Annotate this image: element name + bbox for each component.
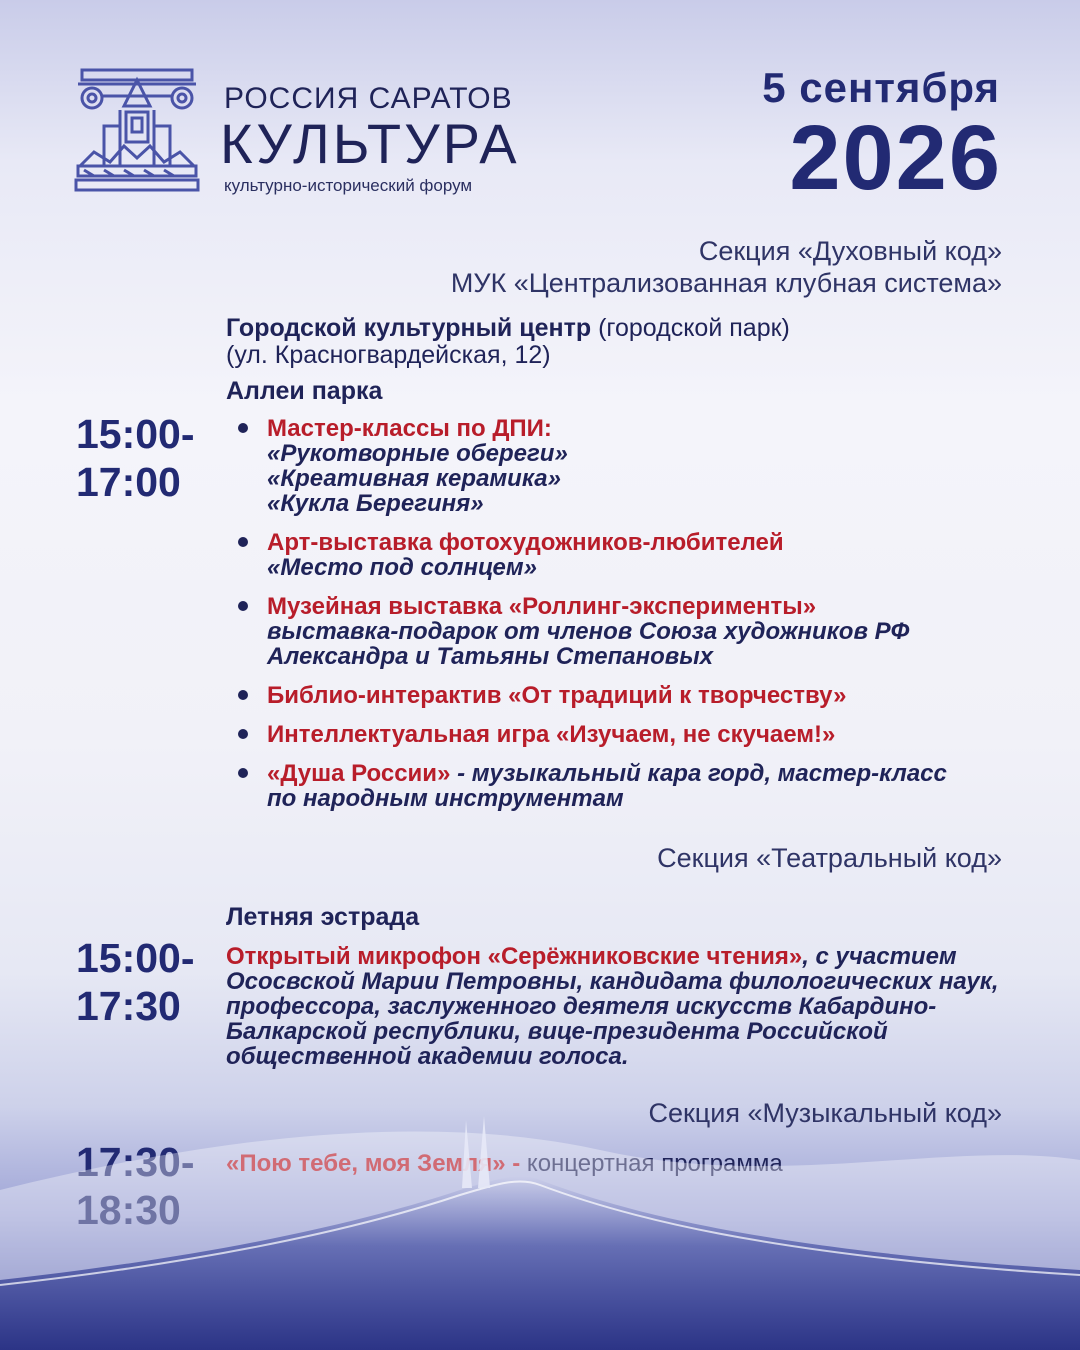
time-end-3: 18:30: [76, 1187, 181, 1233]
event-year: 2026: [789, 107, 1002, 209]
forum-logo-icon: [74, 66, 200, 194]
time-end-1: 17:00: [76, 459, 181, 505]
venue-line: [226, 314, 790, 342]
time-start-1: 15:00-: [76, 411, 195, 457]
bullet-icon: [238, 537, 248, 547]
list-item: [226, 761, 1016, 811]
event-title: Интеллектуальная игра «Изучаем, не скучаем!»: [267, 721, 836, 748]
event-list: [226, 416, 1016, 825]
open-mic-event: [226, 944, 1016, 1069]
venue-suffix: (городской парк): [591, 314, 790, 342]
bullet-icon: [238, 690, 248, 700]
event-detail: , с участием Ососвской Марии Петровны, кандидата филологических наук, профессора, заслуженного деятеля искусств Кабардино-Балкарской республики, вице-президента Российской общественной академии голоса.: [226, 943, 999, 1070]
landscape-monument-icon: [0, 1080, 1080, 1350]
event-detail: - музыкальный кара горд, мастер-класс по народным инструментам: [267, 760, 947, 812]
event-title: «Душа России»: [267, 760, 451, 787]
list-item: [226, 683, 1016, 708]
brand-title: КУЛЬТУРА: [220, 112, 520, 175]
time-start-2: 15:00-: [76, 935, 195, 981]
bullet-icon: [238, 601, 248, 611]
venue-address: (ул. Красногвардейская, 12): [226, 341, 551, 369]
section-organizer: МУК «Централизованная клубная система»: [450, 268, 1002, 298]
event-detail: концертная программа: [520, 1150, 783, 1177]
time-start-3: 17:30-: [76, 1139, 195, 1185]
area-heading-park: Аллеи парка: [226, 377, 383, 405]
event-title: «Пою тебе, моя Земля» -: [226, 1150, 521, 1177]
event-title: Арт-выставка фотохудожников-любителей: [267, 529, 784, 556]
time-end-2: 17:30: [76, 983, 181, 1029]
brand-subtitle: культурно-исторический форум: [224, 176, 473, 195]
event-title: Библио-интерактив «От традиций к творчеству»: [267, 682, 847, 709]
section-title-theatre: Секция «Театральный код»: [657, 843, 1002, 873]
event-detail: «Креативная керамика»: [267, 465, 561, 492]
venue-name: Городской культурный центр: [226, 314, 592, 342]
event-detail: «Место под солнцем»: [267, 554, 537, 581]
list-item: [226, 722, 1016, 747]
section-title-spiritual: Секция «Духовный код»: [698, 236, 1002, 266]
event-title: Музейная выставка «Роллинг-эксперименты»: [267, 593, 817, 620]
event-date: 5 сентября: [762, 64, 1000, 111]
event-detail: выставка-подарок от членов Союза художников РФ: [267, 618, 910, 645]
bullet-icon: [238, 729, 248, 739]
section-title-music: Секция «Музыкальный код»: [648, 1098, 1002, 1128]
event-title: Открытый микрофон «Серёжниковские чтения»: [226, 943, 803, 970]
event-detail: Александра и Татьяны Степановых: [267, 643, 714, 670]
list-item: [226, 594, 1016, 669]
list-item: [226, 416, 1016, 516]
bullet-icon: [238, 768, 248, 778]
event-detail: «Кукла Берегиня»: [267, 490, 484, 517]
bullet-icon: [238, 423, 248, 433]
event-title: Мастер-классы по ДПИ:: [267, 415, 552, 442]
list-item: [226, 530, 1016, 580]
event-detail: «Рукотворные обереги»: [267, 440, 568, 467]
area-heading-stage: Летняя эстрада: [226, 903, 420, 931]
brand-line-1: РОССИЯ САРАТОВ: [224, 82, 513, 115]
